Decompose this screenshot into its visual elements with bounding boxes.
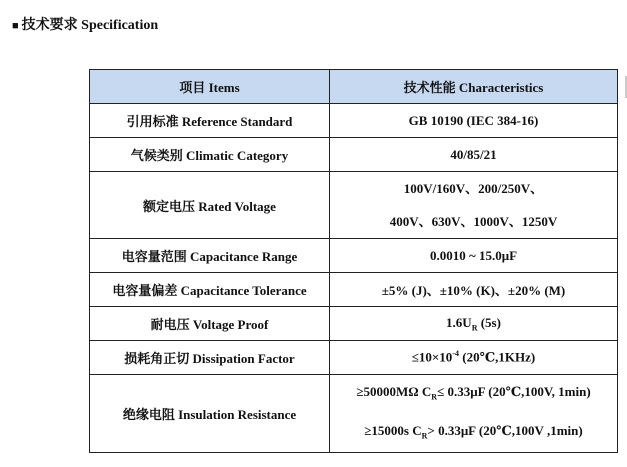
- value-cell: 0.0010 ~ 15.0μF: [330, 239, 618, 273]
- table-row: [90, 375, 618, 453]
- section-heading-text: 技术要求 Specification: [21, 18, 159, 33]
- value-cell: [330, 172, 618, 239]
- item-cell: 损耗角正切 Dissipation Factor: [90, 341, 330, 375]
- table-row: [90, 341, 618, 375]
- section-heading: [12, 14, 158, 34]
- value-cell: GB 10190 (IEC 384-16): [330, 104, 618, 138]
- item-cell: 电容量偏差 Capacitance Tolerance: [90, 273, 330, 307]
- item-cell: 电容量范围 Capacitance Range: [90, 239, 330, 273]
- table-row: [90, 172, 618, 239]
- value-line: 100V/160V、200/250V、: [403, 181, 544, 196]
- header-items: 项目 Items: [90, 70, 330, 104]
- square-bullet-icon: ■: [12, 20, 19, 32]
- table-row: [90, 307, 618, 341]
- item-cell: 引用标准 Reference Standard: [90, 104, 330, 138]
- item-cell: 气候类别 Climatic Category: [90, 138, 330, 172]
- value-line: 400V、630V、1000V、1250V: [389, 214, 558, 229]
- item-cell: 额定电压 Rated Voltage: [90, 172, 330, 239]
- value-cell: ±5% (J)、±10% (K)、±20% (M): [330, 273, 618, 307]
- specification-table: [89, 69, 618, 453]
- value-line: ≥50000MΩ $C_R\le 0.33\mu F$ (20℃,100V, 1min): [356, 384, 591, 402]
- table-header-row: [90, 70, 618, 104]
- value-cell: 40/85/21: [330, 138, 618, 172]
- value-line: ≥15000s $C_R> 0.33\mu F$ (20℃,100V ,1min): [364, 422, 583, 441]
- table-row: [90, 239, 618, 273]
- item-cell: 绝缘电阻 Insulation Resistance: [90, 375, 330, 453]
- header-characteristics: 技术性能 Characteristics: [330, 70, 618, 104]
- value-cell: [330, 375, 618, 453]
- value-cell: $\le 10\times 10^{-4}$ (20℃,1KHz): [330, 341, 618, 375]
- table-row: [90, 273, 618, 307]
- table-row: [90, 104, 618, 138]
- item-cell: 耐电压 Voltage Proof: [90, 307, 330, 341]
- value-cell: $1.6U_R$ (5s): [330, 307, 618, 341]
- table-row: [90, 138, 618, 172]
